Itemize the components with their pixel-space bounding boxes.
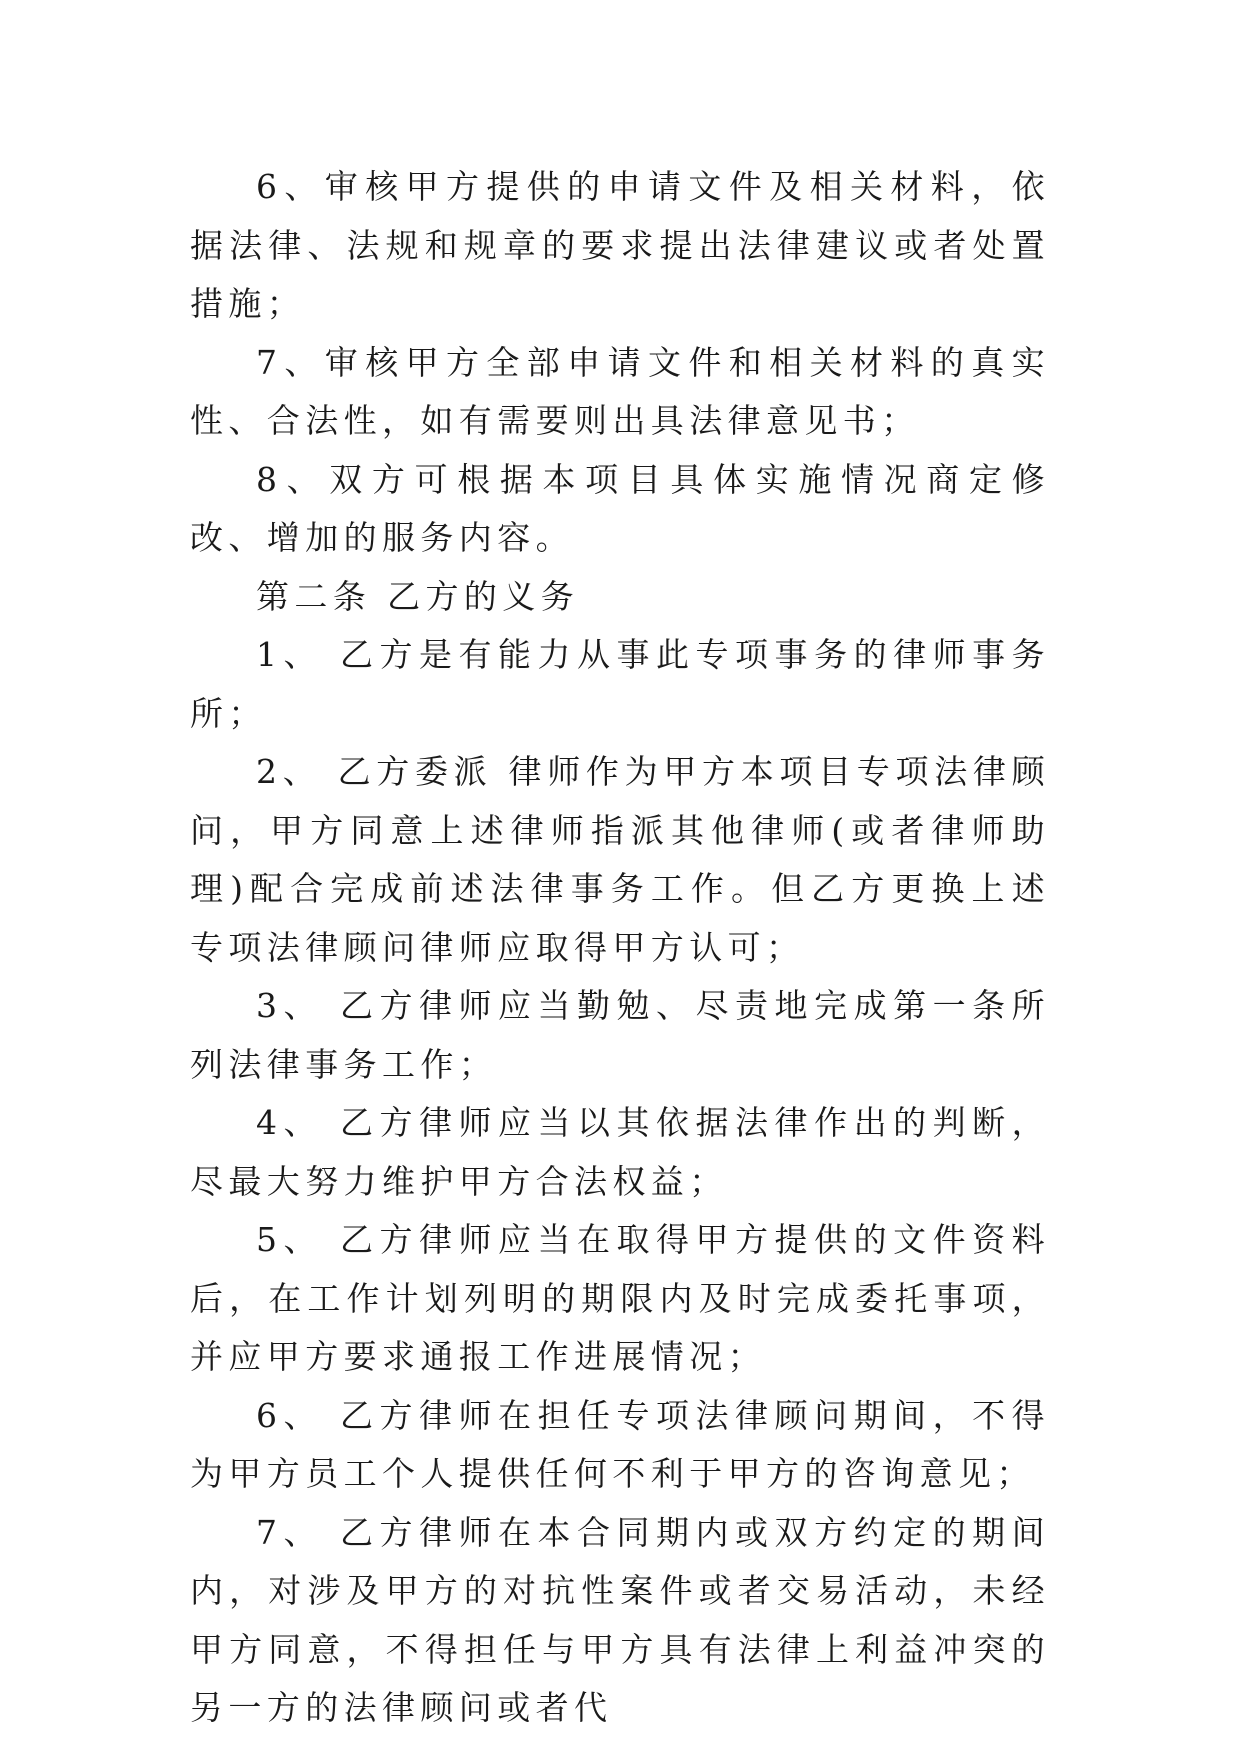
document-page [190,158,1050,1738]
paragraph-duty-7: 7、 乙方律师在本合同期内或双方约定的期间内，对涉及甲方的对抗性案件或者交易活动，未经甲方同意，不得担任与甲方具有法律上利益冲突的另一方的法律顾问或者代 [190,1512,1050,1727]
paragraph-service-7: 7、审核甲方全部申请文件和相关材料的真实性、合法性，如有需要则出具法律意见书； [190,342,1050,440]
paragraph-service-6: 6、审核甲方提供的申请文件及相关材料，依据法律、法规和规章的要求提出法律建议或者处置措施； [190,167,1050,323]
paragraph-duty-6: 6、 乙方律师在担任专项法律顾问期间，不得为甲方员工个人提供任何不利于甲方的咨询意见； [190,1395,1050,1493]
paragraph-duty-4: 4、 乙方律师应当以其依据法律作出的判断，尽最大努力维护甲方合法权益； [190,1103,1050,1201]
paragraph-duty-3: 3、 乙方律师应当勤勉、尽责地完成第一条所列法律事务工作； [190,986,1050,1084]
paragraph-duty-1: 1、 乙方是有能力从事此专项事务的律师事务所； [190,635,1050,733]
section-heading-article-2: 第二条 乙方的义务 [256,576,580,616]
paragraph-service-8: 8、双方可根据本项目具体实施情况商定修改、增加的服务内容。 [190,459,1050,557]
paragraph-duty-2: 2、 乙方委派 律师作为甲方本项目专项法律顾问，甲方同意上述律师指派其他律师(或者律师助理)配合完成前述法律事务工作。但乙方更换上述专项法律顾问律师应取得甲方认可； [190,752,1050,967]
paragraph-duty-5: 5、 乙方律师应当在取得甲方提供的文件资料后，在工作计划列明的期限内及时完成委托事项，并应甲方要求通报工作进展情况； [190,1220,1050,1376]
